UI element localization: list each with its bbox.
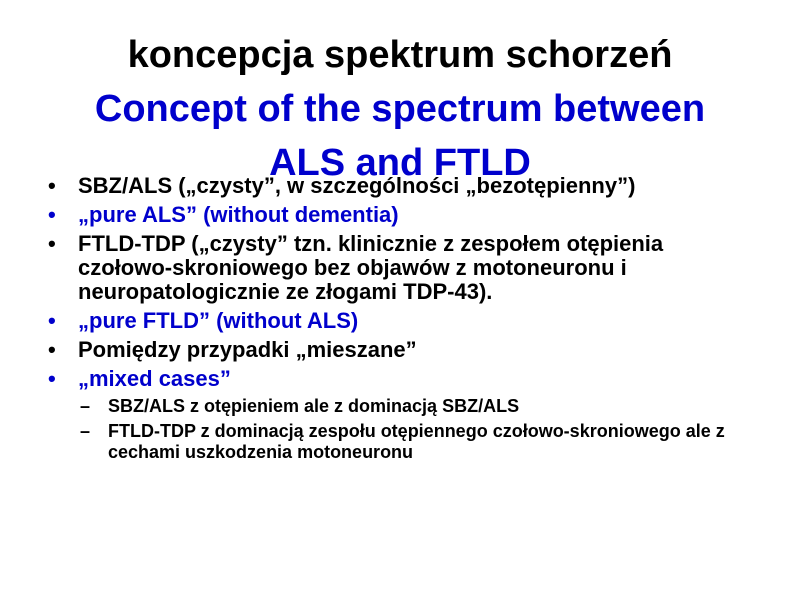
sub-bullet-item: [48, 421, 748, 463]
title-polish: koncepcja spektrum schorzeń: [127, 34, 673, 76]
bullet-text: „pure FTLD” (without ALS): [78, 308, 359, 333]
bullet-item-pure-ftld: [48, 309, 748, 333]
bullet-item-pure-als: [48, 203, 748, 227]
bullet-item-ftld-tdp: [48, 232, 748, 304]
bullet-icon: •: [48, 308, 56, 333]
sub-bullet-item: [48, 396, 748, 417]
slide-body: [48, 174, 748, 467]
bullet-item-sbz-als: [48, 174, 748, 198]
bullet-icon: •: [48, 231, 56, 256]
title-english-line2: ALS and FTLD: [269, 142, 531, 184]
bullet-icon: •: [48, 173, 56, 198]
bullet-icon: •: [48, 202, 56, 227]
title-english-line1: Concept of the spectrum between: [94, 88, 706, 130]
bullet-text: Pomiędzy przypadki „mieszane”: [78, 337, 417, 362]
bullet-text: „pure ALS” (without dementia): [78, 202, 399, 227]
sub-bullet-text: SBZ/ALS z otępieniem ale z dominacją SBZ/ALS: [108, 396, 520, 416]
bullet-icon: •: [48, 337, 56, 362]
bullet-item-mixed-cases: [48, 367, 748, 391]
bullet-text: FTLD-TDP („czysty” tzn. klinicznie z zespołem otępienia czołowo-skroniowego bez objawów z motoneuronu i neuropatologicznie ze złogami TDP-43).: [78, 231, 664, 304]
dash-icon: –: [80, 396, 91, 416]
bullet-item-mieszane: [48, 338, 748, 362]
bullet-text: SBZ/ALS („czysty”, w szczególności „bezotępienny”): [78, 173, 636, 198]
slide-title: [0, 28, 800, 190]
sub-bullet-text: FTLD-TDP z dominacją zespołu otępiennego czołowo-skroniowego ale z cechami uszkodzenia motoneuronu: [108, 421, 725, 462]
bullet-icon: •: [48, 366, 56, 391]
bullet-text: „mixed cases”: [78, 366, 231, 391]
dash-icon: –: [80, 421, 91, 441]
